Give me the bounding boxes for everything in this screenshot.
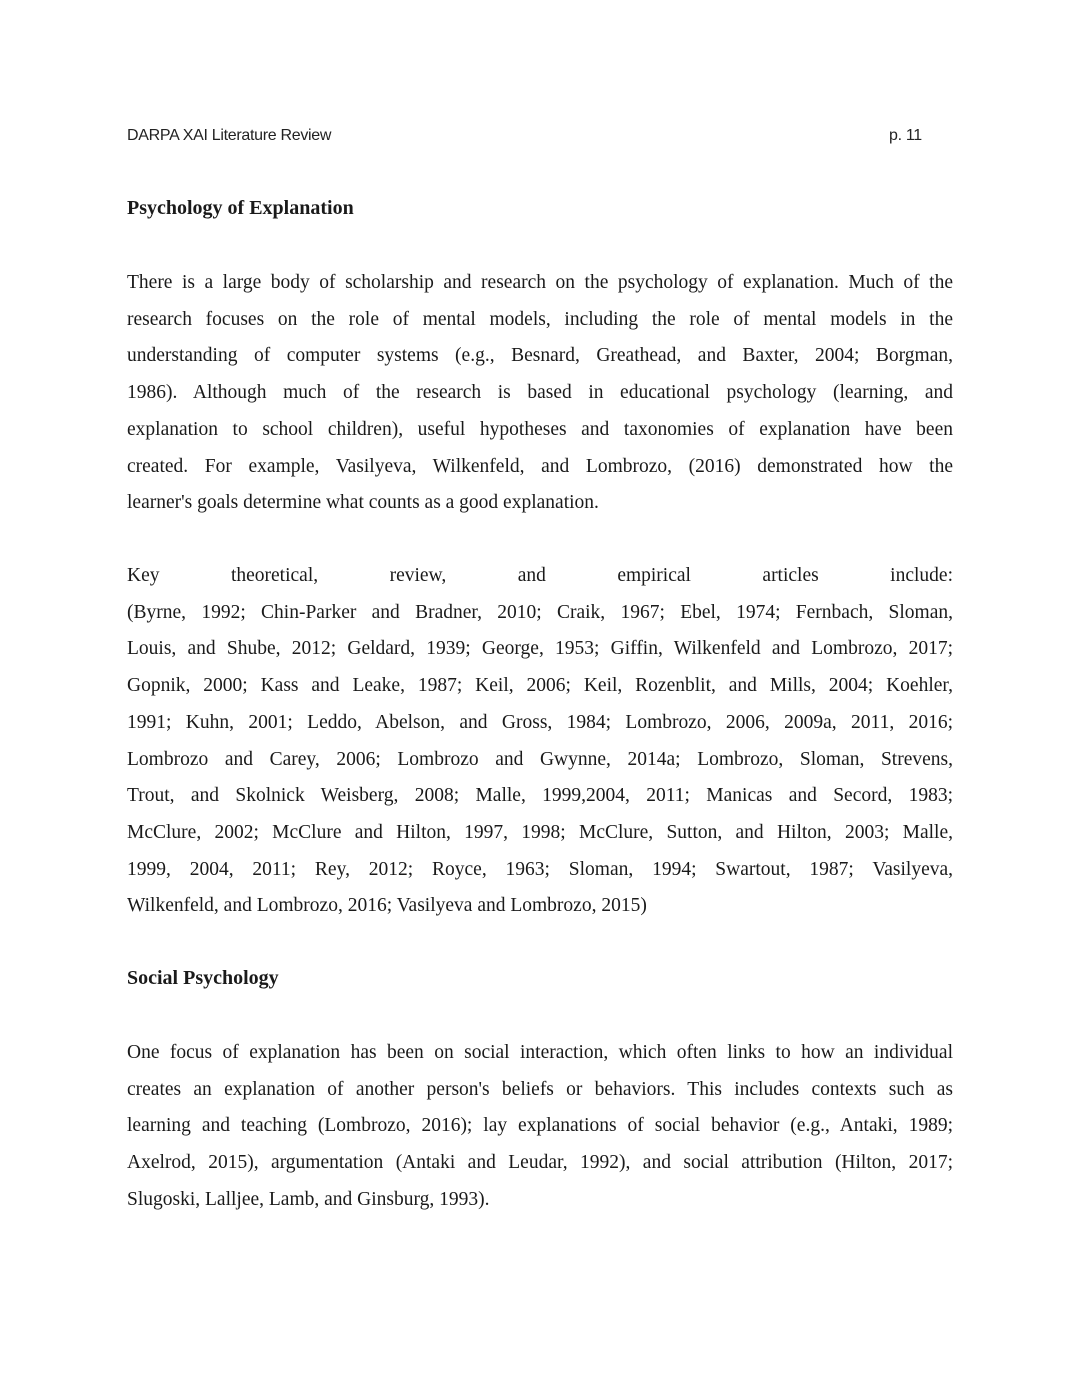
text-line: Slugoski, Lalljee, Lamb, and Ginsburg, 1993). <box>127 1188 490 1210</box>
text-line: McClure, 2002; McClure and Hilton, 1997, 1998; McClure, Sutton, and Hilton, 2003; Malle, <box>127 821 953 843</box>
text-line: research focuses on the role of mental models, including the role of mental models in the <box>127 308 953 330</box>
text-line: Axelrod, 2015), argumentation (Antaki and Leudar, 1992), and social attribution (Hilton, 2017; <box>127 1152 953 1174</box>
section-heading-social-psychology: Social Psychology <box>127 967 279 989</box>
text-line: 1986). Although much of the research is based in educational psychology (learning, and <box>127 382 953 404</box>
text-line: created. For example, Vasilyeva, Wilkenfeld, and Lombrozo, (2016) demonstrated how the <box>127 455 953 477</box>
page-header-title: DARPA XAI Literature Review <box>127 127 332 144</box>
text-line: Wilkenfeld, and Lombrozo, 2016; Vasilyeva and Lombrozo, 2015) <box>127 895 647 917</box>
text-line: Key theoretical, review, and empirical articles include: <box>127 565 953 586</box>
text-line: Lombrozo and Carey, 2006; Lombrozo and Gwynne, 2014a; Lombrozo, Sloman, Strevens, <box>127 748 953 770</box>
text-line: explanation to school children), useful hypotheses and taxonomies of explanation have been <box>127 418 953 440</box>
text-line: Trout, and Skolnick Weisberg, 2008; Malle, 1999,2004, 2011; Manicas and Secord, 1983; <box>127 785 953 807</box>
section-heading-psychology-of-explanation: Psychology of Explanation <box>127 197 354 219</box>
text-line: Gopnik, 2000; Kass and Leake, 1987; Keil, 2006; Keil, Rozenblit, and Mills, 2004; Koehler, <box>127 675 953 697</box>
text-line: Louis, and Shube, 2012; Geldard, 1939; George, 1953; Giffin, Wilkenfeld and Lombrozo, 2017; <box>127 638 953 660</box>
text-line: understanding of computer systems (e.g., Besnard, Greathead, and Baxter, 2004; Borgman, <box>127 345 953 367</box>
text-line: (Byrne, 1992; Chin-Parker and Bradner, 2010; Craik, 1967; Ebel, 1974; Fernbach, Sloman, <box>127 601 953 623</box>
text-line: learning and teaching (Lombrozo, 2016); lay explanations of social behavior (e.g., Antaki, 1989; <box>127 1115 953 1137</box>
text-line: learner's goals determine what counts as a good explanation. <box>127 492 599 514</box>
paragraph-key-articles <box>127 558 953 925</box>
paragraph-intro <box>127 265 953 522</box>
paragraph-social <box>127 1035 953 1219</box>
text-line: 1991; Kuhn, 2001; Leddo, Abelson, and Gross, 1984; Lombrozo, 2006, 2009a, 2011, 2016; <box>127 711 953 733</box>
text-line: There is a large body of scholarship and research on the psychology of explanation. Much of the <box>127 272 953 293</box>
text-line: 1999, 2004, 2011; Rey, 2012; Royce, 1963; Sloman, 1994; Swartout, 1987; Vasilyeva, <box>127 858 953 880</box>
page-number: p. 11 <box>889 127 922 144</box>
text-line: One focus of explanation has been on social interaction, which often links to how an individual <box>127 1042 953 1063</box>
text-line: creates an explanation of another person's beliefs or behaviors. This includes contexts such as <box>127 1078 953 1100</box>
